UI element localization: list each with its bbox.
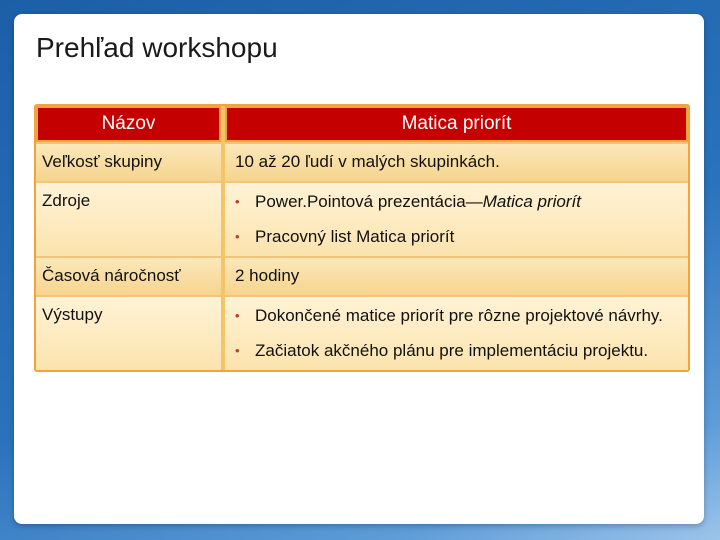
list-item-text: Začiatok akčného plánu pre implementáciu projektu.: [255, 341, 649, 360]
row-label-resources: Zdroje: [36, 181, 221, 256]
row-value-time: 2 hodiny: [225, 256, 688, 295]
list-item-text: Dokončené matice priorít pre rôzne projektové návrhy.: [255, 306, 663, 325]
list-item: [235, 305, 682, 326]
table-header-name: Názov: [36, 106, 221, 142]
list-item: [235, 226, 682, 247]
bullet-dot-icon: •: [235, 229, 240, 244]
row-value-outputs: [225, 295, 688, 370]
list-item: [235, 340, 682, 361]
slide-title: Prehľad workshopu: [36, 32, 278, 63]
row-value-resources: [225, 181, 688, 256]
row-value-group-size: 10 až 20 ľudí v malých skupinkách.: [225, 142, 688, 181]
list-item-text: Power.Pointová prezentácia—Matica priorít: [255, 192, 581, 211]
row-label-outputs: Výstupy: [36, 295, 221, 370]
list-item-text: Pracovný list Matica priorít: [255, 227, 455, 246]
table-header-matrix: Matica priorít: [225, 106, 688, 142]
bullet-dot-icon: •: [235, 194, 240, 209]
workshop-overview-table: [34, 104, 690, 372]
bullet-dot-icon: •: [235, 343, 240, 358]
slide: [14, 14, 704, 524]
row-label-time: Časová náročnosť: [36, 256, 221, 295]
list-item: [235, 191, 682, 212]
bullet-dot-icon: •: [235, 308, 240, 323]
row-label-group-size: Veľkosť skupiny: [36, 142, 221, 181]
